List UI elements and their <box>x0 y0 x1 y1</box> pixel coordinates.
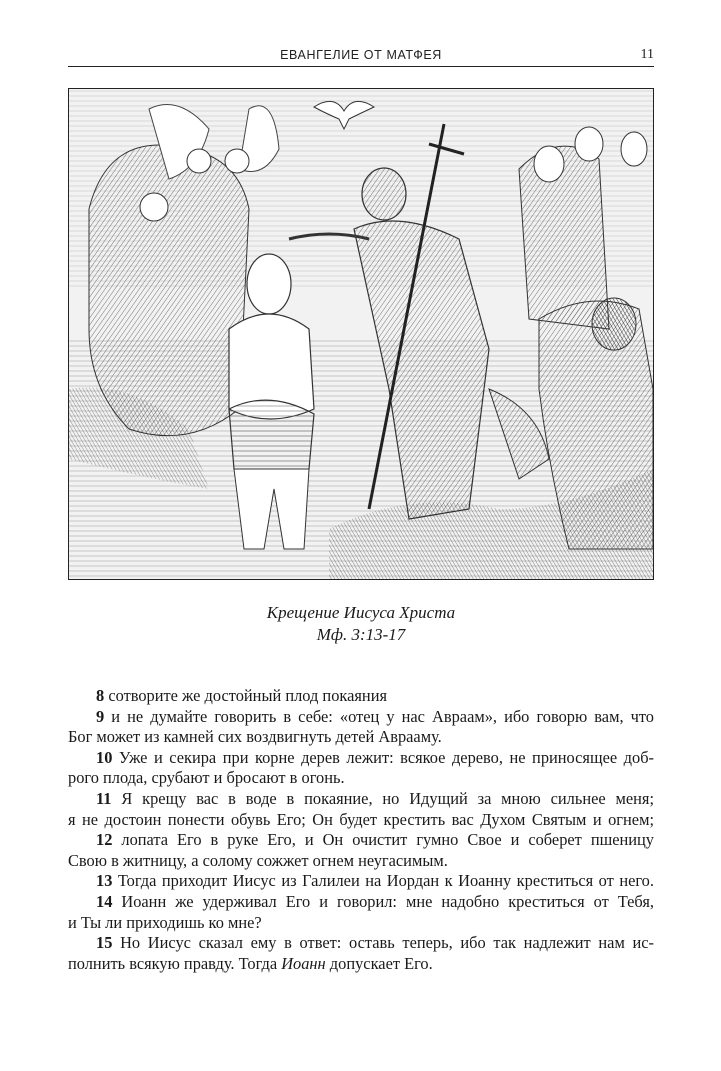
illustration-reference: Мф. 3:13-17 <box>316 625 406 644</box>
baptism-illustration <box>68 88 654 580</box>
verse-9-cont: Бог может из камней сих воздвигнуть детей Аврааму. <box>68 727 442 747</box>
verse-number: 11 <box>96 788 112 808</box>
verse-8 <box>68 686 654 707</box>
verse-number: 13 <box>96 871 113 891</box>
verse-12 <box>68 830 654 851</box>
verse-text: полнить всякую правду. Тогда <box>68 953 282 973</box>
scripture-text <box>68 686 654 974</box>
verse-text: Я крещу вас в воде в покаяние, но Идущий за мною сильнее меня; <box>121 788 654 808</box>
baptism-engraving-icon <box>69 89 653 579</box>
verse-15 <box>68 933 654 954</box>
book-title: ЕВАНГЕЛИЕ ОТ МАТФЕЯ <box>280 48 442 62</box>
running-head <box>68 46 654 67</box>
verse-11 <box>68 789 654 810</box>
verse-13 <box>68 871 654 892</box>
verse-text: лопата Его в руке Его, и Он очистит гумно Свое и соберет пшеницу <box>121 830 654 850</box>
verse-text: Иоанн же удерживал Его и говорил: мне надобно креститься от Тебя, <box>121 891 655 911</box>
verse-14 <box>68 892 654 913</box>
verse-12-cont: Свою в житницу, а солому сожжет огнем неугасимым. <box>68 850 448 870</box>
verse-10 <box>68 748 654 769</box>
verse-14-cont: и Ты ли приходишь ко мне? <box>68 912 262 932</box>
verse-text: и не думайте говорить в себе: «отец у нас Авраам», ибо говорю вам, что <box>111 706 654 726</box>
verse-15-cont <box>68 954 654 975</box>
verse-11-cont: я не достоин понести обувь Его; Он будет крестить вас Духом Святым и огнем; <box>68 809 654 829</box>
verse-number: 10 <box>96 747 113 767</box>
verse-text: Тогда приходит Иисус из Галилеи на Иордан к Иоанну креститься от него. <box>117 871 654 891</box>
verse-10-cont: рого плода, срубают и бросают в огонь. <box>68 768 345 788</box>
verse-9 <box>68 707 654 728</box>
verse-text-italic: Иоанн <box>281 953 326 973</box>
page-number: 11 <box>640 47 654 62</box>
illustration-title: Крещение Иисуса Христа <box>266 603 456 622</box>
verse-number: 14 <box>96 891 113 911</box>
verse-number: 15 <box>96 933 113 953</box>
verse-number: 12 <box>96 830 113 850</box>
verse-text: сотворите же достойный плод покаяния <box>108 686 388 705</box>
verse-text: Уже и секира при корне дерев лежит: всякое дерево, не приносящее доб- <box>118 747 654 767</box>
verse-text: допускает Его. <box>325 953 433 973</box>
verse-number: 9 <box>96 706 105 726</box>
verse-number: 8 <box>96 686 105 705</box>
verse-text: Но Иисус сказал ему в ответ: оставь теперь, ибо так надлежит нам ис- <box>120 933 654 953</box>
